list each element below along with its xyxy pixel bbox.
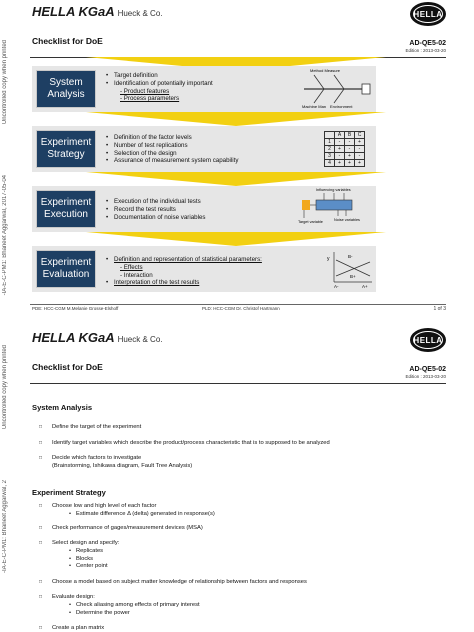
footer-approver: PLD: HCC-CGM Dr. Christof Hartmann (202, 306, 280, 311)
bullet-item: • Target definition (106, 72, 213, 80)
b-plus-label: B+ (350, 274, 356, 279)
noise-variables-label: Noise variables (334, 218, 360, 222)
header-rule (30, 383, 446, 384)
page-2 (26, 326, 450, 632)
checklist-item: □ Evaluate design: • Check aliasing among effects of primary interest • Determine the power (39, 594, 200, 617)
bullet-item: • Identification of potentially important (106, 80, 213, 88)
fishbone-diagram (300, 67, 372, 109)
stage-system-analysis: System Analysis (36, 70, 96, 108)
bullet-item: • Selection of the design (106, 150, 239, 158)
fishbone-bottom-left-label: Machine Man (302, 104, 327, 109)
influencing-label: Influencing variables (316, 188, 351, 192)
stage-bullets (106, 72, 213, 103)
doc-code: AD-QE5-02 (409, 40, 446, 47)
doc-code: AD-QE5-02 (409, 366, 446, 373)
stage-bullets (106, 256, 262, 287)
a-plus-label: A+ (362, 284, 368, 289)
stage-bullets (106, 198, 206, 221)
checklist-item: □ Decide which factors to investigate (Brainstorming, Ishikawa diagram, Fault Tree Analysis) (39, 455, 192, 471)
checklist-item: □ Create a plan matrix (39, 625, 104, 632)
bullet-item: • Assurance of measurement system capability (106, 157, 239, 165)
stage-bullets (106, 134, 239, 165)
uncontrolled-copy-label: Uncontrolled copy when printed (2, 345, 8, 430)
checklist-item: □ Identify target variables which describe the product/process characteristic that is to supposed to be analyzed (39, 440, 330, 448)
checklist-item: □ Select design and specify: • Replicates • Blocks • Center point (39, 540, 119, 571)
stage-experiment-evaluation: Experiment Evaluation (36, 250, 96, 288)
target-variable-label: Target variable (298, 220, 323, 224)
checklist-item: □ Choose low and high level of each factor • Estimate difference Δ (delta) generated in response(s) (39, 503, 215, 519)
uncontrolled-copy-label: Uncontrolled copy when printed (2, 40, 8, 125)
bullet-item: • Number of test replications (106, 142, 239, 150)
plan-matrix-table: A B C 1 - - + 2 + - - 3 - + - 4 + + + (324, 131, 365, 167)
fishbone-top-label: Method Measure (310, 68, 341, 73)
doc-edition: Edition : 2013-03-20 (405, 374, 446, 379)
bullet-item: • Documentation of noise variables (106, 214, 206, 222)
checklist-item: □ Define the target of the experiment (39, 424, 141, 432)
checklist-item: □ Choose a model based on subject matter knowledge of relationship between factors and responses (39, 579, 307, 587)
bullet-item: • Definition of the factor levels (106, 134, 239, 142)
bullet-item: • Interpretation of the test results (106, 279, 262, 287)
a-minus-label: A- (334, 284, 339, 289)
doc-edition: Edition : 2013-03-20 (405, 48, 446, 53)
hella-logo: HELLA (410, 328, 446, 352)
bullet-item: • Record the test results (106, 206, 206, 214)
b-minus-label: B- (348, 254, 353, 259)
hella-logo: HELLA (410, 2, 446, 26)
page-number: 1 of 3 (433, 306, 446, 312)
section-heading: Experiment Strategy (32, 488, 106, 497)
process-diagram (294, 186, 374, 232)
axis-y-label: y (327, 256, 330, 262)
arrow-down-icon (86, 172, 386, 186)
print-owner-label: -IA-E-C-PM1: Bhaneet Aggarwal, 2 (2, 480, 8, 574)
brand-name: HELLA KGaA Hueck & Co. (32, 330, 163, 345)
bullet-item: - Product features (120, 87, 170, 95)
print-owner-label: -IA-E-C-PM1: Bhaneet Aggarwal, 2017-05-04 (2, 175, 8, 296)
bullet-item: - Process parameters (120, 95, 180, 103)
arrow-down-icon (86, 112, 386, 126)
bullet-item: • Execution of the individual tests (106, 198, 206, 206)
page-1 (26, 0, 450, 318)
interaction-plot (326, 248, 374, 290)
fishbone-bottom-right-label: Environment (330, 104, 353, 109)
footer-author: PDE: HCC-CGM M.Melanie Grosse-Elshoff (32, 306, 119, 311)
footer-rule (30, 304, 446, 305)
brand-name: HELLA KGaA Hueck & Co. (32, 4, 163, 19)
arrow-down-icon (86, 232, 386, 246)
bullet-item: - Interaction (120, 271, 153, 279)
doc-title: Checklist for DoE (32, 362, 103, 372)
stage-experiment-strategy: Experiment Strategy (36, 130, 96, 168)
stage-experiment-execution: Experiment Execution (36, 190, 96, 228)
bullet-item: • Definition and representation of statistical parameters: (106, 256, 262, 264)
bullet-item: - Effects (120, 263, 143, 271)
checklist-item: □ Check performance of gages/measurement devices (MSA) (39, 525, 203, 533)
doc-title: Checklist for DoE (32, 36, 103, 46)
section-heading: System Analysis (32, 403, 93, 412)
